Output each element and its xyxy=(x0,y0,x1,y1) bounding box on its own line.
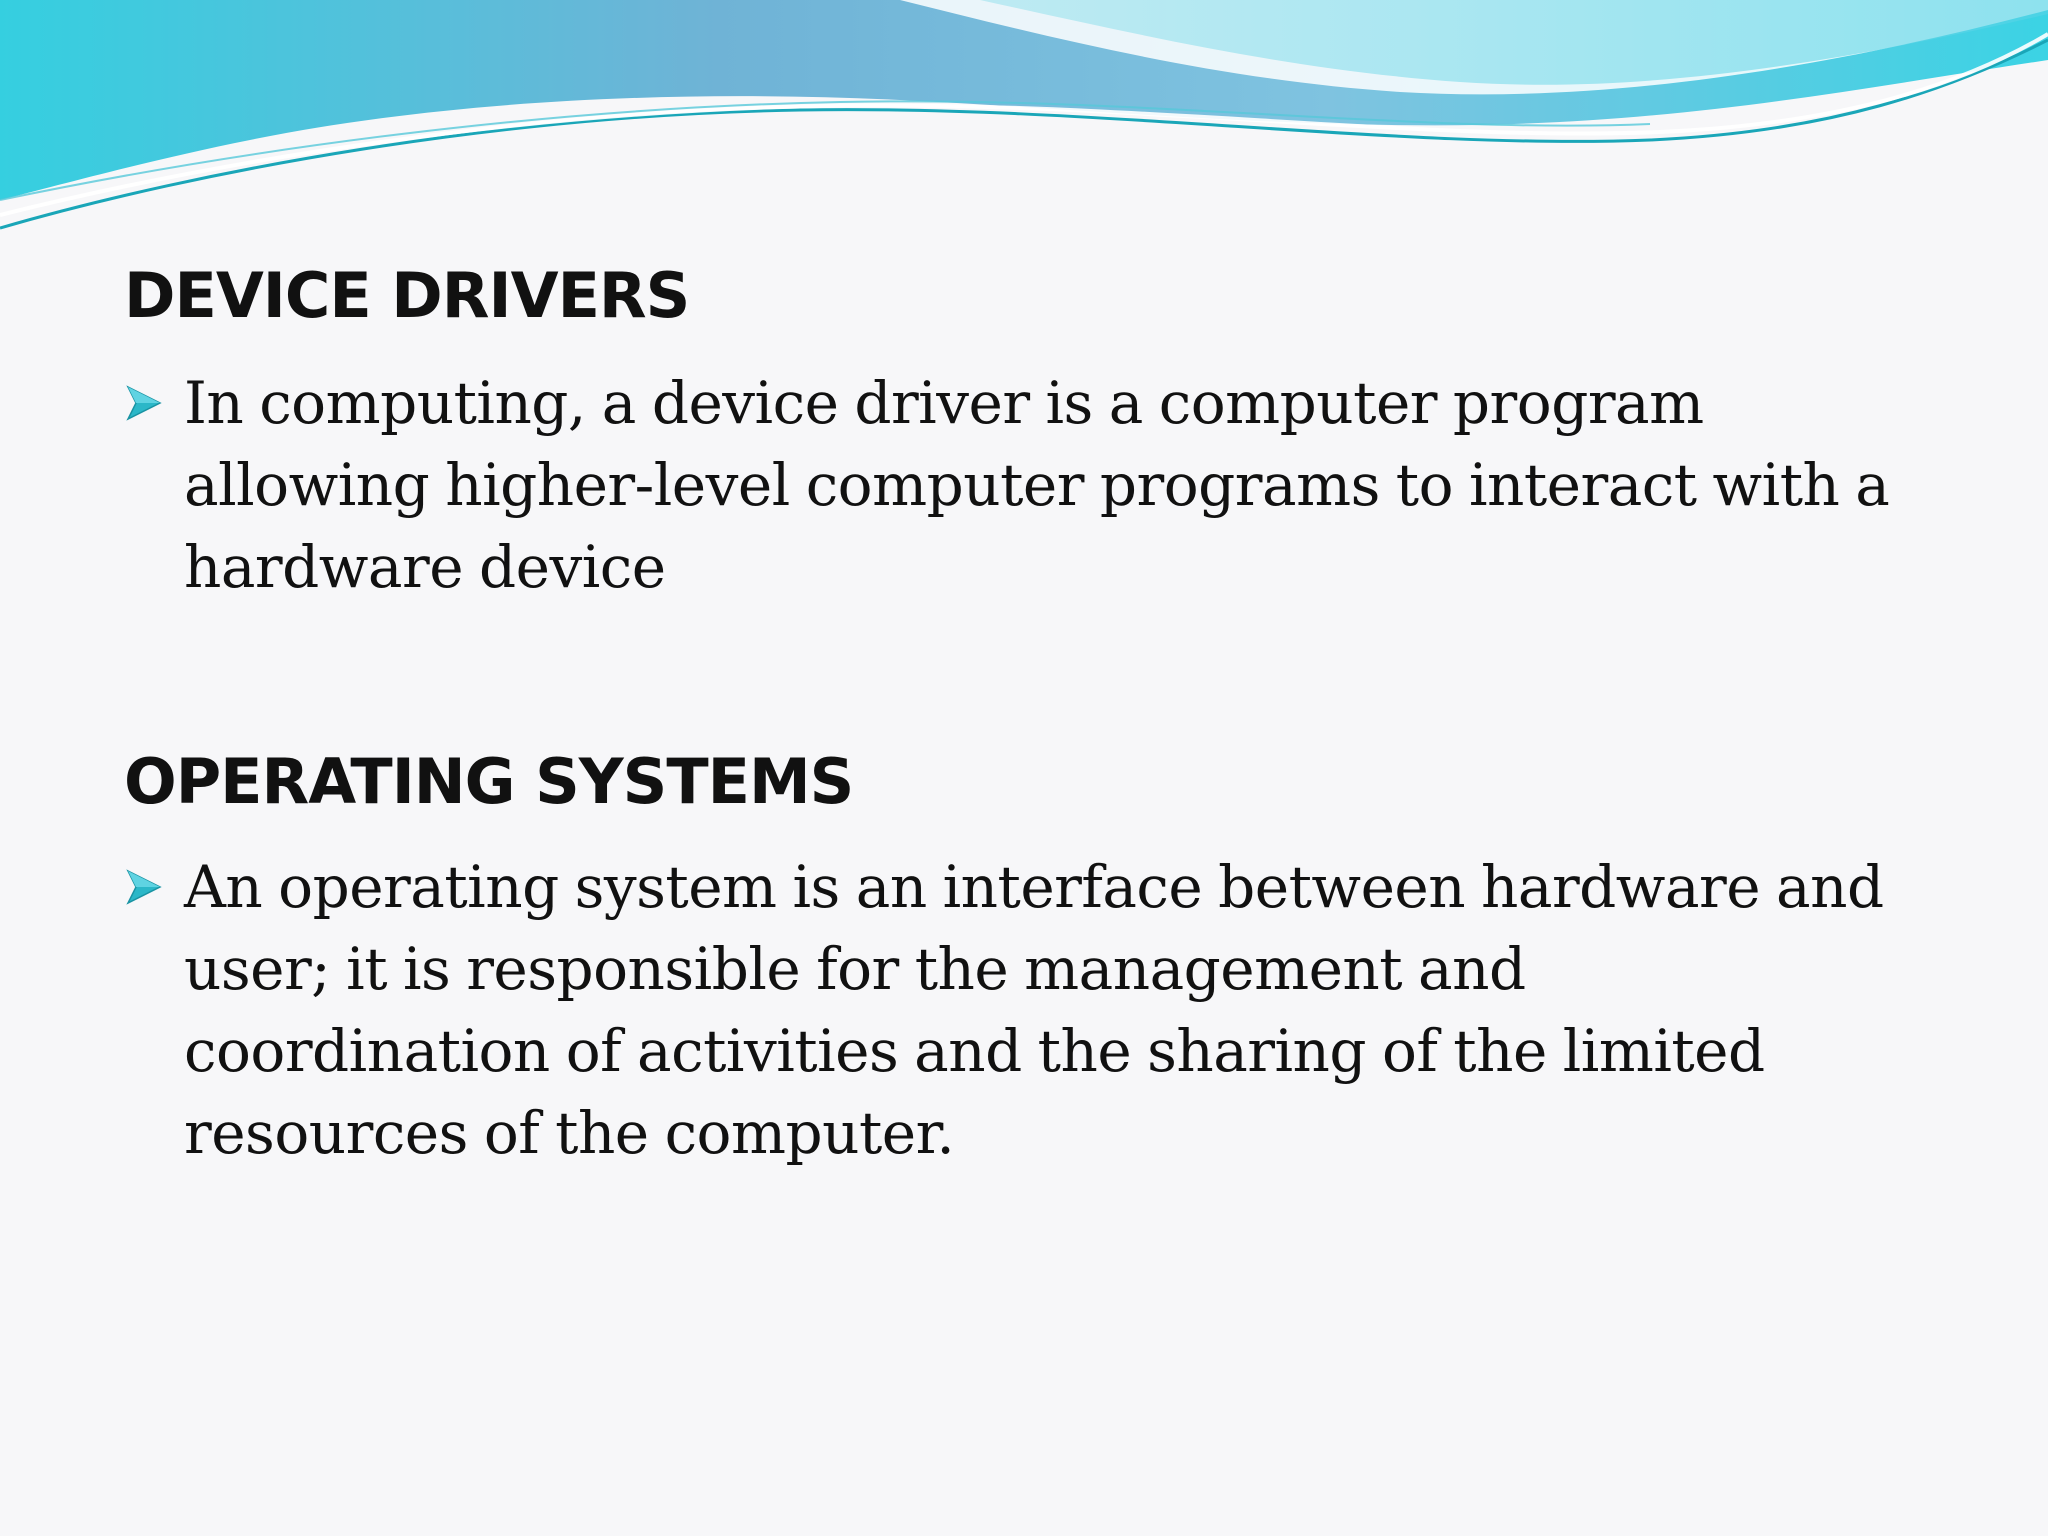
bullet-text-operating-systems: An operating system is an interface between hardware and user; it is responsible for the management and coordination of activities and the sharing of the limited resources of the computer. xyxy=(184,853,1884,1167)
bullet-text-device-drivers: In computing, a device driver is a computer program allowing higher-level computer programs to interact with a hardware device xyxy=(184,369,1890,601)
arrowhead-bullet-icon xyxy=(124,362,184,444)
bullet-item-operating-systems xyxy=(124,846,1944,1174)
bullet-item-device-drivers xyxy=(124,362,1944,608)
section-heading-device-drivers: DEVICE DRIVERS xyxy=(124,259,690,332)
section-heading-operating-systems: OPERATING SYSTEMS xyxy=(124,745,854,818)
decorative-wave-banner xyxy=(0,0,2048,240)
arrowhead-bullet-icon xyxy=(124,846,184,928)
